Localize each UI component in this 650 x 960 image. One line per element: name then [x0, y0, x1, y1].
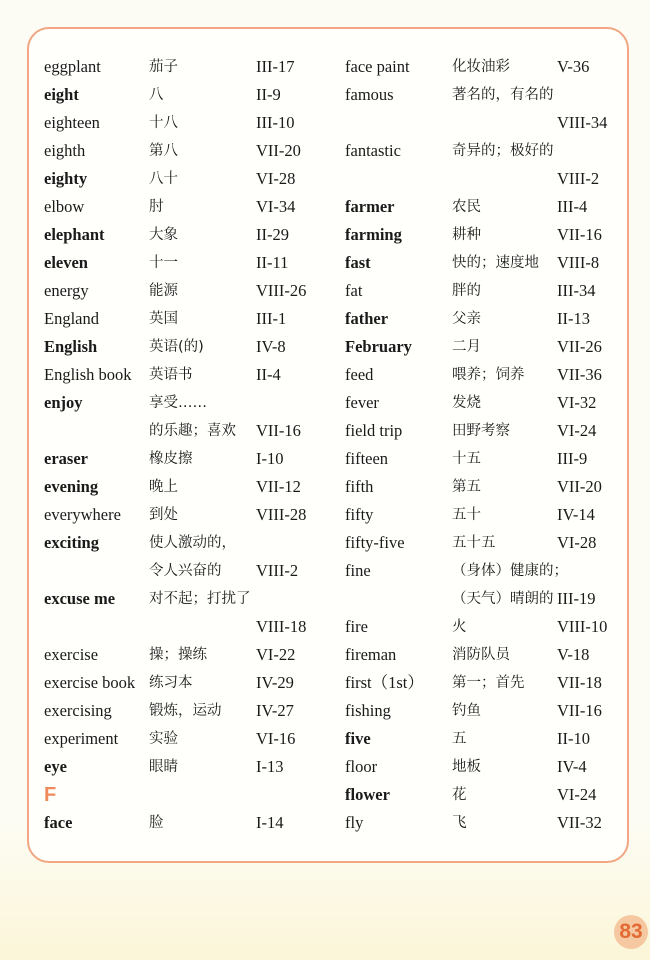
entry-word: fifteen — [345, 449, 389, 468]
entry-word: eight — [44, 85, 79, 104]
entry-unit-ref: IV-8 — [256, 337, 286, 356]
entry-translation: 八十 — [149, 171, 178, 187]
entry-unit-ref: III-4 — [557, 197, 588, 216]
entry-word: English — [44, 337, 98, 356]
entry-translation: （身体）健康的； — [452, 563, 568, 579]
entry-unit-ref: VII-32 — [557, 813, 602, 832]
entry-word: eraser — [44, 449, 88, 468]
entry-translation: 著名的，有名的 — [452, 87, 554, 103]
entry-unit-ref: VI-32 — [557, 393, 597, 412]
entry-unit-ref: VIII-28 — [256, 505, 307, 524]
entry-translation: 钓鱼 — [452, 703, 481, 719]
entry-translation: 肘 — [149, 199, 164, 215]
entry-unit-ref: II-29 — [256, 225, 289, 244]
entry-translation: 化妆油彩 — [452, 59, 510, 75]
entry-unit-ref: VII-18 — [557, 673, 602, 692]
entry-word: energy — [44, 281, 89, 300]
entry-word: farmer — [345, 197, 395, 216]
entry-word: fly — [345, 813, 364, 832]
entry-word: famous — [345, 85, 394, 104]
entry-translation: 五 — [452, 731, 467, 747]
entry-unit-ref: III-17 — [256, 57, 295, 76]
entry-unit-ref: I-14 — [256, 813, 284, 832]
entry-translation: 英语(的) — [149, 339, 204, 355]
entry-word: February — [345, 337, 412, 356]
entry-unit-ref: VII-36 — [557, 365, 602, 384]
entry-word: fifty-five — [345, 533, 405, 552]
entry-translation: 农民 — [452, 199, 481, 215]
entry-translation: 茄子 — [149, 59, 178, 75]
entry-word: evening — [44, 477, 99, 496]
entry-word: floor — [345, 757, 378, 776]
entry-translation: 花 — [452, 787, 467, 803]
entry-translation: 八 — [149, 87, 164, 103]
entry-translation: 实验 — [149, 731, 178, 747]
entry-translation: 对不起；打扰了 — [149, 591, 251, 607]
entry-translation: 消防队员 — [452, 647, 510, 663]
entry-translation: 英语书 — [149, 367, 193, 383]
entry-translation: 脸 — [149, 815, 164, 831]
entry-translation: 锻炼，运动 — [149, 703, 222, 719]
entry-unit-ref: VIII-8 — [557, 253, 600, 272]
entry-word: fantastic — [345, 141, 401, 160]
entry-translation: 能源 — [149, 283, 178, 299]
entry-word: eggplant — [44, 57, 101, 76]
entry-word: experiment — [44, 729, 119, 748]
entry-word: English book — [44, 365, 132, 384]
entry-word: face — [44, 813, 73, 832]
entry-unit-ref: II-13 — [557, 309, 590, 328]
entry-translation: 第五 — [452, 479, 481, 495]
entry-translation: 二月 — [452, 339, 481, 355]
entry-unit-ref: VIII-2 — [557, 169, 600, 188]
entry-word: exercising — [44, 701, 112, 720]
entry-translation: 令人兴奋的 — [149, 563, 222, 579]
entry-translation: 享受…… — [149, 395, 207, 411]
entry-unit-ref: V-36 — [557, 57, 590, 76]
entry-unit-ref: VII-20 — [256, 141, 301, 160]
entry-word: first（1st） — [345, 673, 424, 692]
entry-unit-ref: VIII-34 — [557, 113, 608, 132]
entry-word: excuse me — [44, 589, 116, 608]
entry-word: eighteen — [44, 113, 100, 132]
entry-unit-ref: I-10 — [256, 449, 284, 468]
entry-word: fever — [345, 393, 379, 412]
entry-translation: 眼睛 — [149, 759, 178, 775]
page-number: 83 — [614, 915, 648, 949]
entry-unit-ref: III-34 — [557, 281, 596, 300]
entry-unit-ref: VII-12 — [256, 477, 301, 496]
entry-translation: 父亲 — [452, 311, 481, 327]
entry-translation: 到处 — [149, 507, 178, 523]
entry-unit-ref: III-9 — [557, 449, 588, 468]
entry-unit-ref: VII-16 — [256, 421, 301, 440]
entry-unit-ref: II-10 — [557, 729, 590, 748]
entry-unit-ref: VIII-18 — [256, 617, 307, 636]
entry-translation: 喂养；饲养 — [452, 367, 525, 383]
entry-translation: 操；操练 — [149, 647, 207, 663]
entry-translation: 第一；首先 — [452, 675, 525, 691]
entry-translation: 大象 — [149, 227, 178, 243]
entry-word: eighth — [44, 141, 86, 160]
entry-translation: 五十五 — [452, 535, 496, 551]
entry-word: farming — [345, 225, 402, 244]
entry-unit-ref: VI-28 — [256, 169, 296, 188]
entry-word: England — [44, 309, 99, 328]
entry-translation: （天气）晴朗的 — [452, 591, 554, 607]
entry-translation: 地板 — [452, 759, 481, 775]
entry-word: five — [345, 729, 371, 748]
entry-unit-ref: IV-27 — [256, 701, 294, 720]
entry-translation: 十一 — [149, 255, 178, 271]
entry-unit-ref: VIII-10 — [557, 617, 608, 636]
entry-translation: 的乐趣；喜欢 — [149, 423, 236, 439]
entry-word: fire — [345, 617, 368, 636]
entry-unit-ref: VI-22 — [256, 645, 296, 664]
entry-word: flower — [345, 785, 390, 804]
entry-translation: 英国 — [149, 311, 178, 327]
entry-unit-ref: II-11 — [256, 253, 289, 272]
entry-translation: 奇异的；极好的 — [452, 143, 554, 159]
entry-unit-ref: VII-16 — [557, 701, 602, 720]
entry-translation: 十八 — [149, 115, 178, 131]
entry-unit-ref: VII-26 — [557, 337, 602, 356]
entry-translation: 快的；速度地 — [452, 255, 539, 271]
entry-translation: 练习本 — [149, 675, 193, 691]
entry-translation: 飞 — [452, 815, 467, 831]
entry-word: enjoy — [44, 393, 83, 412]
entry-translation: 晚上 — [149, 479, 178, 495]
entry-translation: 火 — [452, 619, 467, 635]
entry-word: eye — [44, 757, 67, 776]
entry-unit-ref: II-4 — [256, 365, 281, 384]
entry-word: father — [345, 309, 389, 328]
entry-word: exciting — [44, 533, 99, 552]
entry-unit-ref: VI-34 — [256, 197, 296, 216]
entry-unit-ref: III-1 — [256, 309, 287, 328]
entry-word: fine — [345, 561, 371, 580]
entry-unit-ref: VI-28 — [557, 533, 597, 552]
entry-word: elbow — [44, 197, 85, 216]
entry-unit-ref: II-9 — [256, 85, 281, 104]
entry-word: eleven — [44, 253, 88, 272]
entry-unit-ref: III-10 — [256, 113, 295, 132]
entry-translation: 使人激动的， — [149, 535, 236, 551]
entry-word: everywhere — [44, 505, 121, 524]
entry-translation: 发烧 — [452, 395, 481, 411]
entry-word: feed — [345, 365, 374, 384]
entry-translation: 耕种 — [452, 227, 481, 243]
entry-unit-ref: VIII-26 — [256, 281, 307, 300]
entry-word: face paint — [345, 57, 410, 76]
entry-word: fifty — [345, 505, 374, 524]
entry-unit-ref: V-18 — [557, 645, 590, 664]
entry-unit-ref: VI-24 — [557, 421, 597, 440]
entry-word: field trip — [345, 421, 403, 440]
entry-translation: 橡皮擦 — [149, 451, 193, 467]
entry-translation: 胖的 — [452, 283, 481, 299]
entry-translation: 五十 — [452, 507, 481, 523]
entry-word: exercise — [44, 645, 99, 664]
entry-word: elephant — [44, 225, 105, 244]
entry-translation: 田野考察 — [452, 423, 510, 439]
entry-unit-ref: VII-20 — [557, 477, 602, 496]
section-letter: F — [44, 784, 57, 806]
entry-unit-ref: VI-16 — [256, 729, 296, 748]
entry-translation: 第八 — [149, 143, 178, 159]
entry-unit-ref: I-13 — [256, 757, 284, 776]
entry-word: eighty — [44, 169, 88, 188]
entry-word: fishing — [345, 701, 391, 720]
entry-unit-ref: VIII-2 — [256, 561, 299, 580]
entry-word: exercise book — [44, 673, 136, 692]
entry-word: fast — [345, 253, 371, 272]
entry-translation: 十五 — [452, 451, 481, 467]
entry-unit-ref: IV-29 — [256, 673, 294, 692]
entry-unit-ref: VI-24 — [557, 785, 597, 804]
entry-word: fireman — [345, 645, 397, 664]
entry-word: fifth — [345, 477, 374, 496]
entry-word: fat — [345, 281, 363, 300]
entry-unit-ref: III-19 — [557, 589, 596, 608]
entry-unit-ref: IV-4 — [557, 757, 587, 776]
entry-unit-ref: IV-14 — [557, 505, 595, 524]
entry-unit-ref: VII-16 — [557, 225, 602, 244]
